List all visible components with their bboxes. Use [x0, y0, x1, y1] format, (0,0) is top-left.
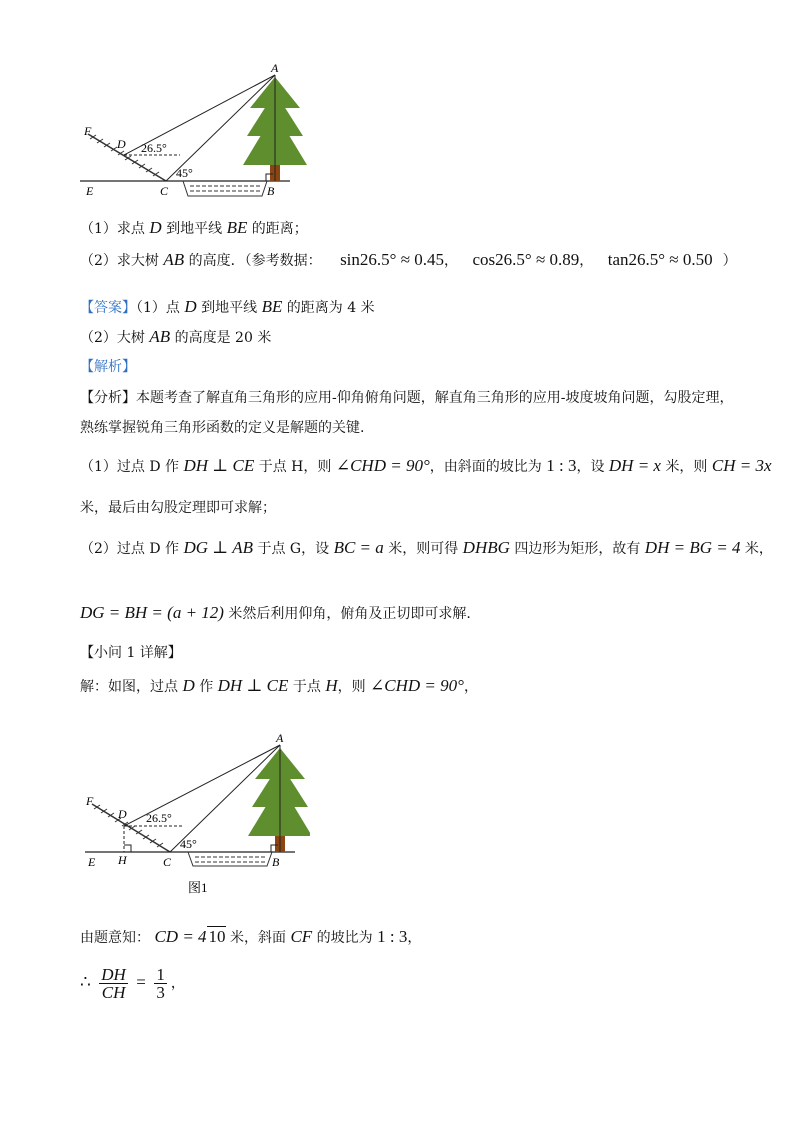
answer-line-1: 【答案】（1）点 D 到地平线 BE 的距离为 4 米	[80, 297, 375, 316]
question-2: （2）求大树 AB 的高度．（参考数据： sin26.5° ≈ 0.45， cos26.5° ≈ 0.89， tan26.5° ≈ 0.50 ）	[80, 250, 737, 269]
tree-icon-2	[248, 748, 310, 852]
therefore-line: ∴ $\frac{DH}{CH}$ = $\frac{1}{3}$ ，	[80, 965, 185, 1002]
label2-C: C	[163, 855, 172, 869]
angle-label-1: 26.5°	[141, 141, 167, 155]
angle-label-2: 45°	[176, 166, 193, 180]
water-area-2	[188, 852, 272, 866]
label2-H: H	[118, 853, 127, 867]
answer-tag: 【答案】	[80, 300, 136, 316]
step-2-line-2: DG = BH = (a + 12) 米然后利用仰角，俯角及正切即可求解.	[80, 603, 471, 622]
analysis-line-1: 【分析】本题考查了解直角三角形的应用-仰角俯角问题，解直角三角形的应用-坡度坡角问题，勾股定理，	[80, 390, 734, 406]
detail-line: 解：如图，过点 D 作 DH ⊥ CE 于点 H，则 ∠CHD = 90°，	[80, 676, 478, 695]
step-1-line-2: 米，最后由勾股定理即可求解；	[80, 500, 276, 516]
label-B: B	[267, 184, 275, 198]
label2-A: A	[276, 731, 284, 745]
given-line: 由题意知： CD = 4 10 米，斜面 CF 的坡比为 1 : 3，	[80, 927, 422, 946]
detail-title: 【小问 1 详解】	[80, 645, 182, 661]
label-C: C	[160, 184, 169, 198]
figure-2	[80, 725, 310, 900]
label-A: A	[271, 61, 279, 75]
answer-line-2: （2）大树 AB 的高度是 20 米	[80, 327, 272, 346]
question-1: （1）求点 D 到地平线 BE 的距离；	[80, 218, 308, 237]
analysis-line-2: 熟练掌握锐角三角形函数的定义是解题的关键.	[80, 420, 365, 436]
water-area	[183, 181, 267, 196]
label2-D: D	[118, 807, 127, 821]
label-F: F	[84, 124, 92, 138]
label-D: D	[117, 137, 126, 151]
step-2-line-1: （2）过点 D 作 DG ⊥ AB 于点 G，设 BC = a 米，则可得 DHBG 四边形为矩形，故有 DH = BG = 4 米，	[80, 538, 773, 557]
label2-B: B	[272, 855, 280, 869]
label2-E: E	[88, 855, 96, 869]
analysis-tag: 【解析】	[80, 359, 136, 375]
figure-1	[75, 55, 335, 205]
step-1-line-1: （1）过点 D 作 DH ⊥ CE 于点 H，则 ∠CHD = 90°，由斜面的坡比为 1 : 3，设 DH = x 米，则 CH = 3x	[80, 456, 772, 475]
angle2-label-2: 45°	[180, 837, 197, 851]
angle2-label-1: 26.5°	[146, 811, 172, 825]
label-E: E	[86, 184, 94, 198]
figure-caption: 图1	[188, 880, 208, 895]
label2-F: F	[86, 794, 94, 808]
